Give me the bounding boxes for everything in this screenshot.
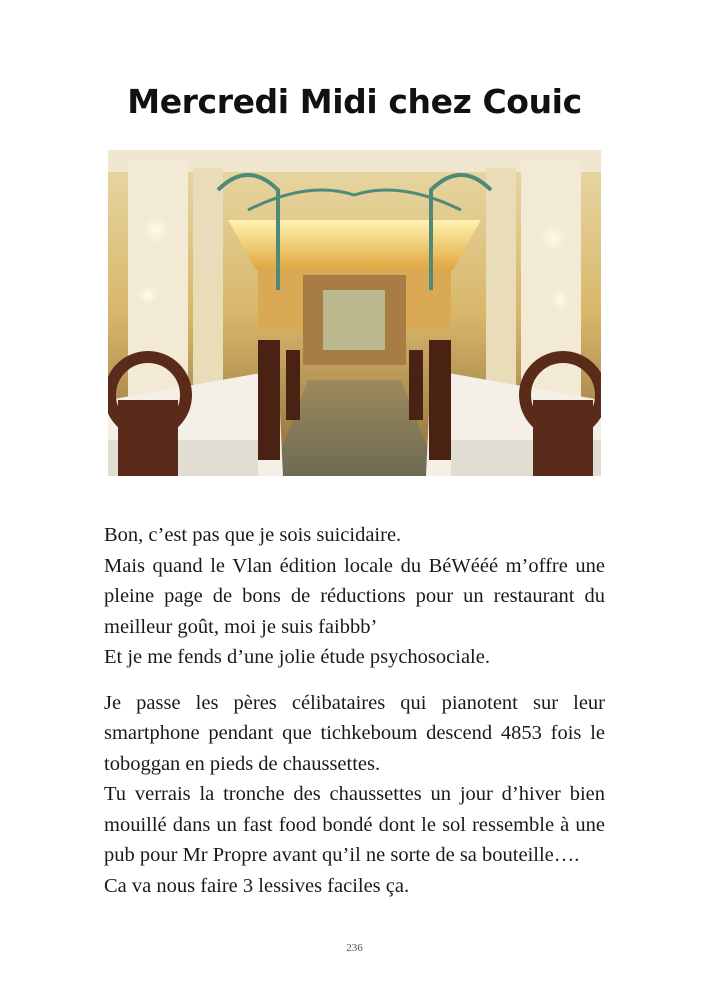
article-body bbox=[104, 520, 605, 916]
text-line: Ca va nous faire 3 lessives faciles ça. bbox=[104, 874, 410, 897]
paragraph bbox=[104, 520, 605, 673]
text-line: Et je me fends d’une jolie étude psychosociale. bbox=[104, 646, 490, 668]
text-line: Je passe les pères célibataires qui pianotent sur leur smartphone pendant que tichkeboum descend 4853 fois le toboggan en pieds de chaussettes. bbox=[104, 691, 605, 775]
page-number: 236 bbox=[346, 942, 363, 954]
restaurant-interior-image bbox=[108, 150, 601, 476]
paragraph bbox=[104, 688, 605, 902]
restaurant-photo bbox=[108, 150, 601, 476]
text-line: Tu verrais la tronche des chaussettes un jour d’hiver bien mouillé dans un fast food bondé dont le sol ressemble à une pub pour Mr Propre avant qu’il ne sorte de sa bouteille…. bbox=[104, 783, 605, 866]
text-line: Mais quand le Vlan édition locale du BéWééé m’offre une pleine page de bons de réductions pour un restaurant du meilleur goût, moi je suis faibbb’ bbox=[104, 554, 605, 638]
page-title: Mercredi Midi chez Couic bbox=[127, 82, 582, 121]
text-line: Bon, c’est pas que je sois suicidaire. bbox=[104, 524, 402, 546]
